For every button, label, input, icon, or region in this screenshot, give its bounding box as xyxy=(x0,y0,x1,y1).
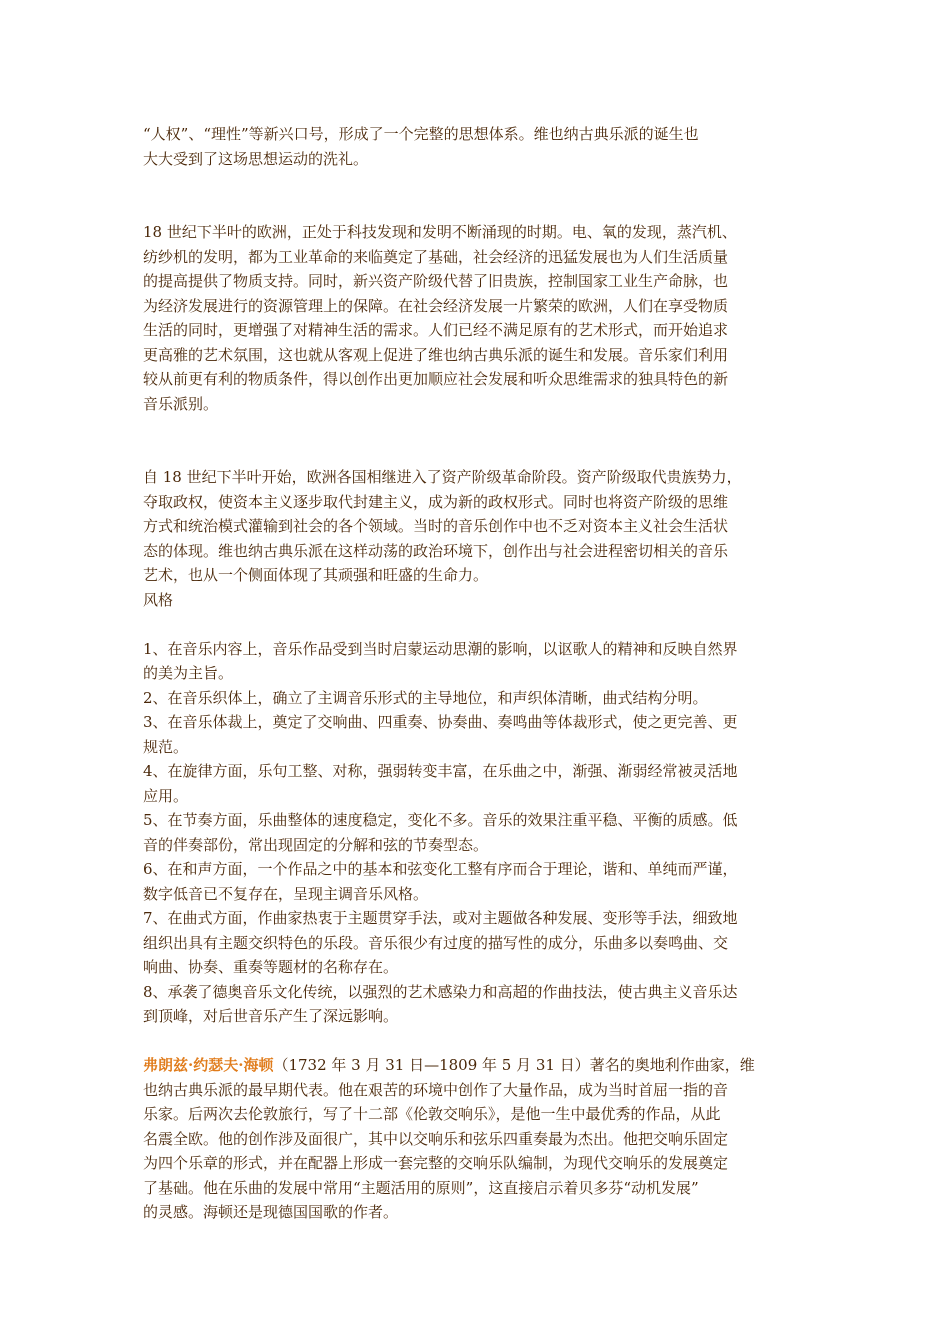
text-line: 为四个乐章的形式，并在配器上形成一套完整的交响乐队编制，为现代交响乐的发展奠定 xyxy=(143,1154,729,1172)
style-item-3 xyxy=(143,710,811,759)
text-line: “人权”、“理性”等新兴口号，形成了一个完整的思想体系。维也纳古典乐派的诞生也 xyxy=(143,125,699,143)
text-line: 4、在旋律方面，乐句工整、对称，强弱转变丰富，在乐曲之中，渐强、渐弱经常被灵活地 xyxy=(143,762,738,780)
text-line: 的美为主旨。 xyxy=(143,664,234,682)
text-line: 5、在节奏方面，乐曲整体的速度稳定，变化不多。音乐的效果注重平稳、平衡的质感。低 xyxy=(143,811,738,829)
heading-text: 风格 xyxy=(143,590,174,609)
text-line xyxy=(143,1053,811,1078)
style-item-1 xyxy=(143,637,811,686)
text-line: 6、在和声方面，一个作品之中的基本和弦变化工整有序而合于理论，谐和、单纯而严谨， xyxy=(143,860,738,878)
style-list xyxy=(143,637,811,1029)
text-line: 态的体现。维也纳古典乐派在这样动荡的政治环境下，创作出与社会进程密切相关的音乐 xyxy=(143,541,729,560)
text-line: 纺纱机的发明，都为工业革命的来临奠定了基础，社会经济的迅猛发展也为人们生活质量 xyxy=(143,247,729,266)
paragraph-gap xyxy=(143,1029,811,1054)
intro-paragraph xyxy=(143,122,811,171)
text-line: 1、在音乐内容上，音乐作品受到当时启蒙运动思潮的影响，以讴歌人的精神和反映自然界 xyxy=(143,639,738,658)
text-line: 音的伴奏部份，常出现固定的分解和弦的节奏型态。 xyxy=(143,835,489,854)
text-line: 乐家。后两次去伦敦旅行，写了十二部《伦敦交响乐》，是他一生中最优秀的作品，从此 xyxy=(143,1105,721,1123)
section-heading-style xyxy=(143,588,811,613)
text-line: 音乐派别。 xyxy=(143,394,219,413)
text-line: 8、承袭了德奥音乐文化传统，以强烈的艺术感染力和高超的作曲技法，使古典主义音乐达 xyxy=(143,982,738,1001)
text-line: 响曲、协奏、重奏等题材的名称存在。 xyxy=(143,958,399,976)
text-line: 的灵感。海顿还是现德国国歌的作者。 xyxy=(143,1203,399,1221)
text-line: 数字低音已不复存在，呈现主调音乐风格。 xyxy=(143,884,429,903)
style-item-2 xyxy=(143,686,811,711)
politics-paragraph xyxy=(143,465,811,588)
text-line: 自 18 世纪下半叶开始，欧洲各国相继进入了资产阶级革命阶段。资产阶级取代贵族势力， xyxy=(143,468,742,486)
text-line: 为经济发展进行的资源管理上的保障。在社会经济发展一片繁荣的欧洲，人们在享受物质 xyxy=(143,296,729,315)
text-line: 艺术，也从一个侧面体现了其顽强和旺盛的生命力。 xyxy=(143,566,489,584)
text-line: 生活的同时，更增强了对精神生活的需求。人们已经不满足原有的艺术形式，而开始追求 xyxy=(143,321,729,339)
text-line: 更高雅的艺术氛围，这也就从客观上促进了维也纳古典乐派的诞生和发展。音乐家们利用 xyxy=(143,345,729,364)
text-line: 较从前更有利的物质条件，得以创作出更加顺应社会发展和听众思维需求的独具特色的新 xyxy=(143,370,729,388)
text-line: 大大受到了这场思想运动的洗礼。 xyxy=(143,149,369,168)
style-item-7 xyxy=(143,906,811,980)
text-line: 应用。 xyxy=(143,786,189,805)
text-line: 名震全欧。他的创作涉及面很广，其中以交响乐和弦乐四重奏最为杰出。他把交响乐固定 xyxy=(143,1129,729,1148)
paragraph-gap xyxy=(143,196,811,221)
paragraph-gap xyxy=(143,416,811,441)
text-line: 组织出具有主题交织特色的乐段。音乐很少有过度的描写性的成分，乐曲多以奏鸣曲、交 xyxy=(143,933,729,952)
paragraph-gap xyxy=(143,171,811,196)
document-page xyxy=(143,122,811,1225)
style-item-4 xyxy=(143,759,811,808)
text-line: 了基础。他在乐曲的发展中常用“主题活用的原则”，这直接启示着贝多芬“动机发展” xyxy=(143,1178,699,1197)
composer-dates: （1732 年 3 月 31 日—1809 年 5 月 31 日）著名的奥地利作曲家，维 xyxy=(273,1056,755,1074)
text-line: 也纳古典乐派的最早期代表。他在艰苦的环境中创作了大量作品，成为当时首屈一指的音 xyxy=(143,1080,729,1099)
text-line: 夺取政权，使资本主义逐步取代封建主义，成为新的政权形式。同时也将资产阶级的思维 xyxy=(143,492,729,511)
style-item-8 xyxy=(143,980,811,1029)
paragraph-gap xyxy=(143,441,811,466)
text-line: 到顶峰，对后世音乐产生了深远影响。 xyxy=(143,1007,399,1025)
paragraph-gap xyxy=(143,612,811,637)
text-line: 的提高提供了物质支持。同时，新兴资产阶级代替了旧贵族，控制国家工业生产命脉，也 xyxy=(143,272,729,290)
composer-name: 弗朗兹·约瑟夫·海顿 xyxy=(143,1056,274,1074)
text-line: 方式和统治模式灌输到社会的各个领域。当时的音乐创作中也不乏对资本主义社会生活状 xyxy=(143,517,729,535)
style-item-6 xyxy=(143,857,811,906)
text-line: 规范。 xyxy=(143,737,189,756)
text-line: 3、在音乐体裁上，奠定了交响曲、四重奏、协奏曲、奏鸣曲等体裁形式，使之更完善、更 xyxy=(143,713,738,731)
haydn-paragraph xyxy=(143,1053,811,1225)
text-line: 18 世纪下半叶的欧洲，正处于科技发现和发明不断涌现的时期。电、氧的发现，蒸汽机、 xyxy=(143,223,737,241)
economy-paragraph xyxy=(143,220,811,416)
text-line: 7、在曲式方面，作曲家热衷于主题贯穿手法，或对主题做各种发展、变形等手法，细致地 xyxy=(143,909,738,927)
text-line: 2、在音乐织体上，确立了主调音乐形式的主导地位，和声织体清晰，曲式结构分明。 xyxy=(143,688,708,707)
style-item-5 xyxy=(143,808,811,857)
